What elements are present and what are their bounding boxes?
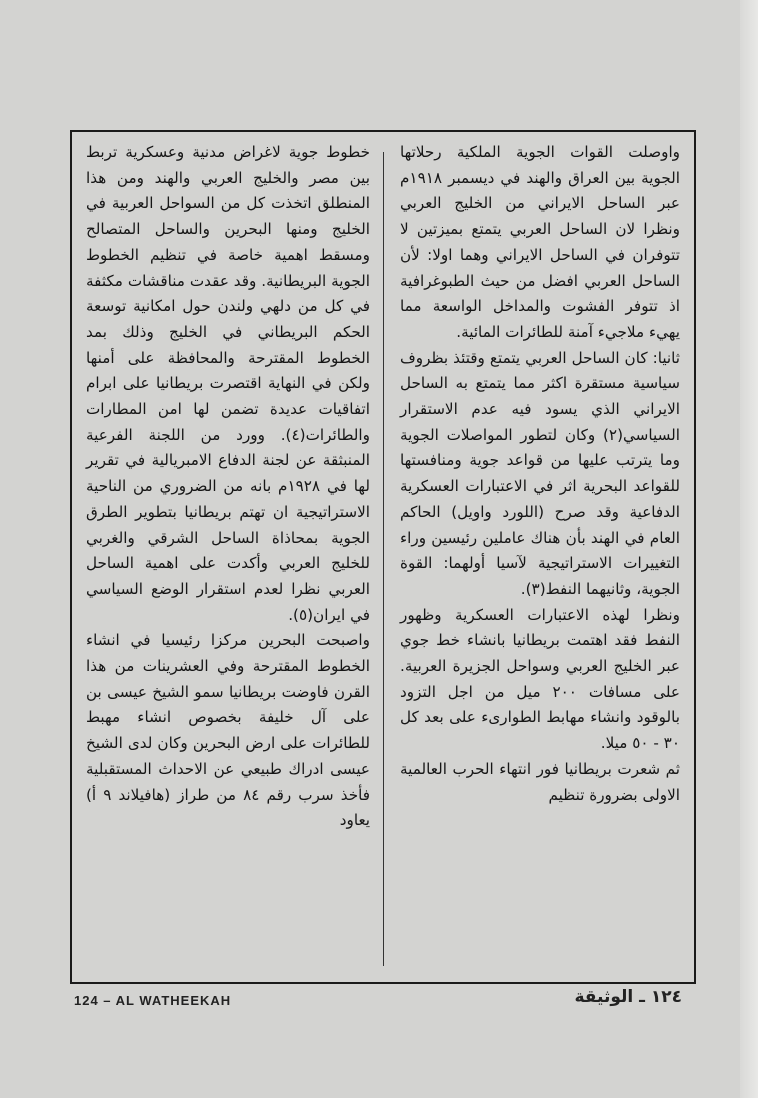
column-divider <box>383 152 384 966</box>
right-paragraph-1: واوصلت القوات الجوية الملكية رحلاتها الجوية بين العراق والهند في ديسمبر ١٩١٨م عبر الساحل الايراني من الخليج العربي ونظرا لان الساحل العربي يتمتع بميزتين لا تتوفران في الساحل الايراني وهما اولا: لأن الساحل العربي افضل من حيث الطبوغرافية اذ تتوفر الفشوت والمداخل الواسعة مما يهيء ملاجيء آمنة للطائرات المائية. <box>400 143 680 341</box>
footer-arabic: ١٢٤ ـ الوثيقة <box>574 987 682 1007</box>
left-paragraph-1: خطوط جوية لاغراض مدنية وعسكرية تربط بين مصر والخليج العربي والهند ومن هذا المنطلق اتخذت كل من السواحل العربية في الخليج ومنها البحرين والساحل المتصالح ومسقط اهمية خاصة في تنظيم الخطوط الجوية البريطانية. وقد عقدت مناقشات مكثفة في كل من دلهي ولندن حول امكانية توسعة الحكم البريطاني في الخليج وذلك بمد الخطوط المقترحة والمحافظة على أمنها ولكن في النهاية اقتصرت بريطانيا على ابرام اتفاقيات عديدة تضمن لها امن المطارات والطائرات(٤). وورد من اللجنة الفرعية المنبثقة عن لجنة الدفاع الامبريالية في تقرير لها في ١٩٢٨م بانه من الضروري من الناحية الاستراتيجية ان تهتم بريطانيا بتطوير الطرق الجوية بمحاذاة الساحل الشرقي والغربي للخليج العربي وأكدت على اهمية الساحل العربي نظرا لعدم استقرار الوضع السياسي في ايران(٥). <box>86 143 370 624</box>
right-paragraph-2: ثانيا: كان الساحل العربي يتمتع وقتئذ بظروف سياسية مستقرة اكثر مما يتمتع به الساحل الايراني الذي يسود فيه عدم الاستقرار السياسي(٢) وكان لتطور المواصلات الجوية وما يترتب عليها من قواعد جوية ومنافستها للقواعد البحرية اثر في الاعتبارات العسكرية الدفاعية وقد صرح (اللورد واويل) الحاكم العام في الهند بأن هناك عاملين رئيسين وراء التغييرات الاستراتيجية لآسيا أولهما: القوة الجوية، وثانيهما النفط(٣). <box>400 348 680 598</box>
left-paragraph-2: واصبحت البحرين مركزا رئيسيا في انشاء الخطوط المقترحة وفي العشرينات من هذا القرن فاوضت بريطانيا سمو الشيخ عيسى بن على آل خليفة بخصوص انشاء مهبط للطائرات على ارض البحرين وكان لدى الشيخ عيسى ادراك طبيعي عن الاحداث المستقبلية فأخذ سرب رقم ٨٤ من طراز (هافيلاند ٩ أ) يعاود <box>86 631 370 830</box>
page-edge <box>740 0 758 1098</box>
right-paragraph-3: ونظرا لهذه الاعتبارات العسكرية وظهور النفط فقد اهتمت بريطانيا بانشاء خط جوي عبر الخليج العربي وسواحل الجزيرة العربية. على مسافات ٢٠٠ ميل من اجل التزود بالوقود وانشاء مهابط الطوارىء على بعد كل ٣٠ - ٥٠ ميلا. <box>400 605 680 753</box>
footer-english: 124 – AL WATHEEKAH <box>74 993 232 1008</box>
left-column <box>86 140 370 834</box>
right-paragraph-4: ثم شعرت بريطانيا فور انتهاء الحرب العالمية الاولى بضرورة تنظيم <box>400 759 680 804</box>
right-column <box>400 140 680 808</box>
